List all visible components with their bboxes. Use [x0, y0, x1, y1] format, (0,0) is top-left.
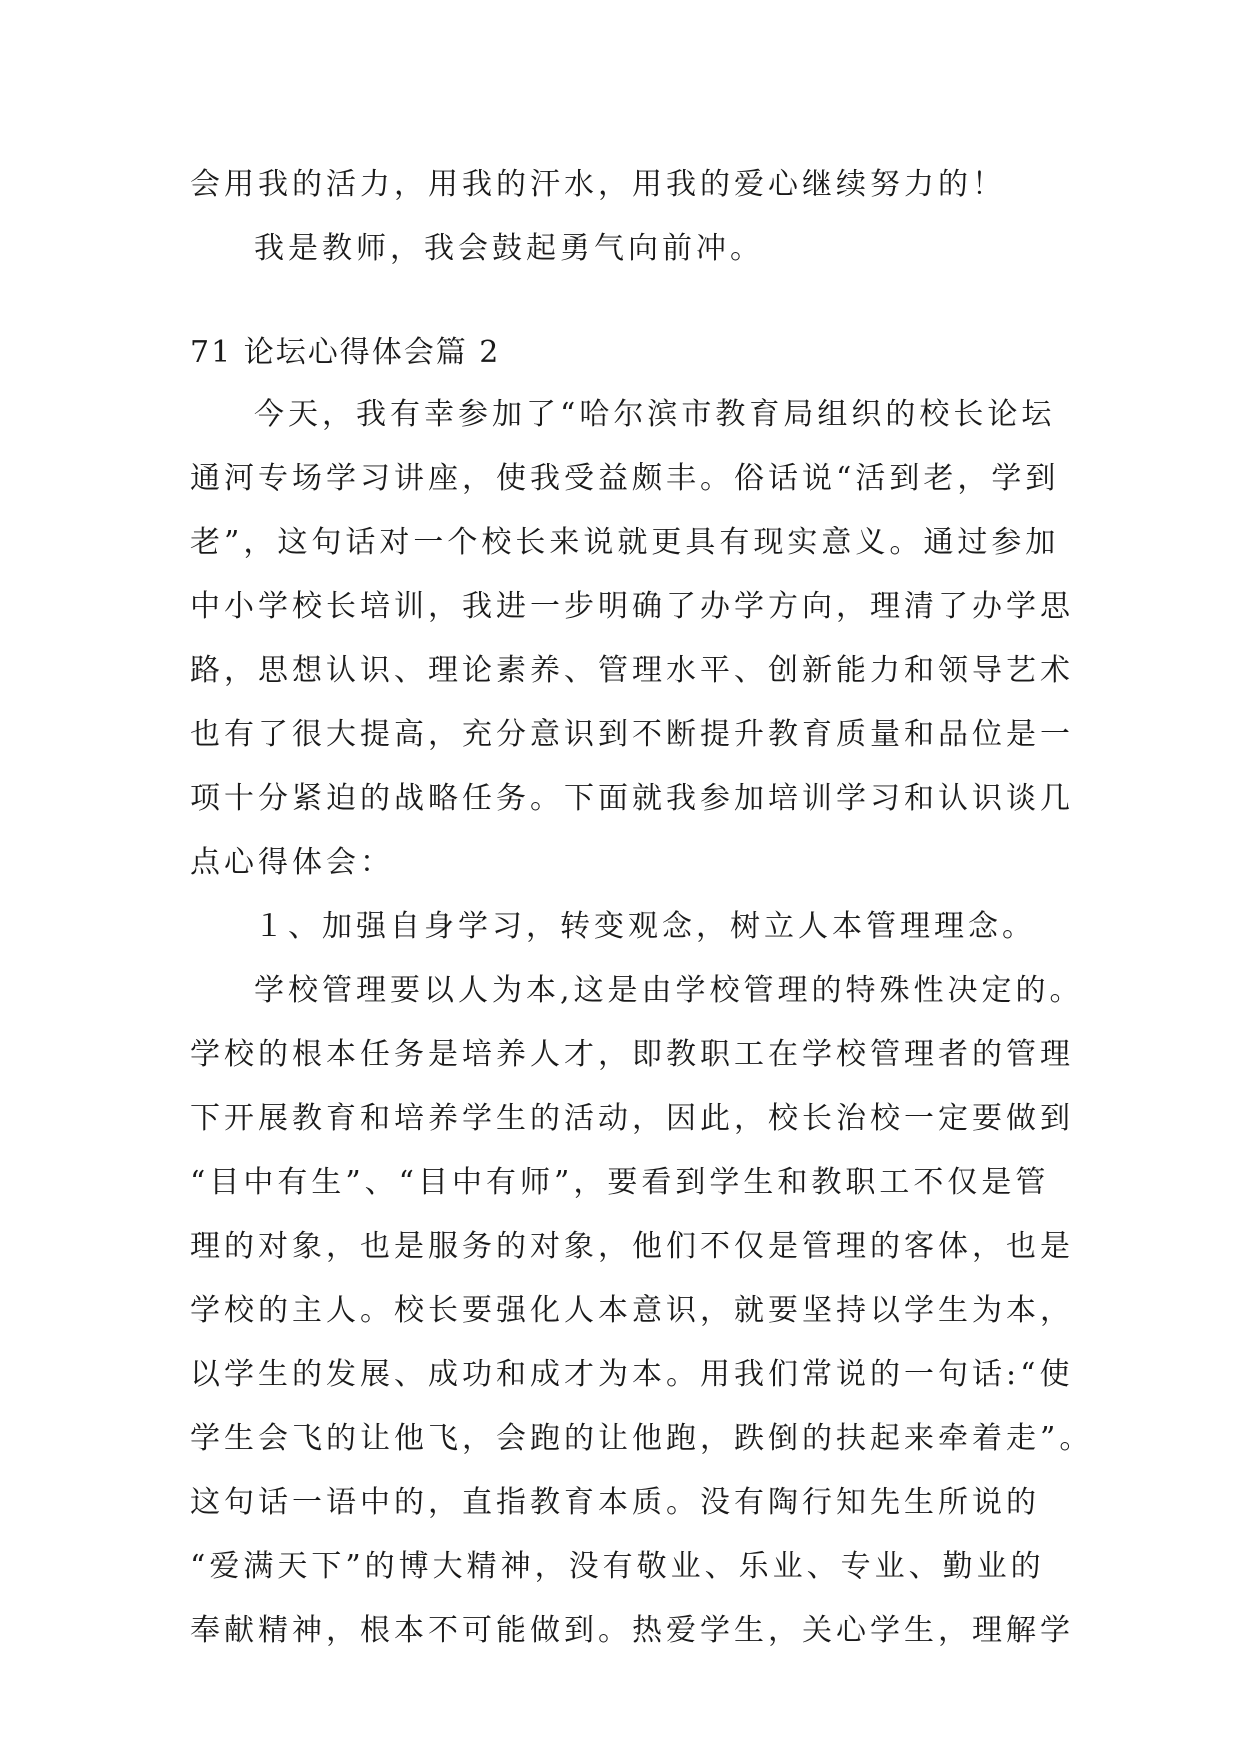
text-line: 学校管理要以人为本,这是由学校管理的特殊性决定的。 — [254, 973, 1084, 1008]
text-line: 理的对象，也是服务的对象，他们不仅是管理的客体，也是 — [190, 1229, 1074, 1264]
text-line: 中小学校长培训，我进一步明确了办学方向，理清了办学思 — [190, 589, 1074, 624]
text-line: 通河专场学习讲座，使我受益颇丰。俗话说“活到老，学到 — [190, 461, 1060, 496]
text-line: 奉献精神，根本不可能做到。热爱学生，关心学生，理解学 — [190, 1613, 1074, 1648]
list-item: １、加强自身学习，转变观念，树立人本管理理念。 — [254, 909, 1036, 944]
text-line: 也有了很大提高，充分意识到不断提升教育质量和品位是一 — [190, 717, 1074, 752]
text-line: 点心得体会： — [190, 845, 394, 880]
text-line: 这句话一语中的，直指教育本质。没有陶行知先生所说的 — [190, 1485, 1040, 1520]
text-line: 学校的根本任务是培养人才，即教职工在学校管理者的管理 — [190, 1037, 1074, 1072]
text-line: “目中有生”、“目中有师”，要看到学生和教职工不仅是管 — [190, 1165, 1050, 1200]
text-line: 老”，这句话对一个校长来说就更具有现实意义。通过参加 — [190, 525, 1060, 560]
text-line: 学校的主人。校长要强化人本意识，就要坚持以学生为本， — [190, 1293, 1074, 1328]
text-line: 今天，我有幸参加了“哈尔滨市教育局组织的校长论坛 — [254, 397, 1056, 432]
text-line: 路，思想认识、理论素养、管理水平、创新能力和领导艺术 — [190, 653, 1074, 688]
text-line: 学生会飞的让他飞，会跑的让他跑，跌倒的扶起来牵着走”。 — [190, 1421, 1094, 1456]
section-title: 71 论坛心得体会篇 2 — [190, 335, 501, 370]
text-line: 下开展教育和培养学生的活动，因此，校长治校一定要做到 — [190, 1101, 1074, 1136]
text-line: 以学生的发展、成功和成才为本。用我们常说的一句话:“使 — [190, 1357, 1074, 1392]
text-line: “爱满天下”的博大精神，没有敬业、乐业、专业、勤业的 — [190, 1549, 1045, 1584]
text-line: 会用我的活力，用我的汗水，用我的爱心继续努力的！ — [190, 167, 1006, 202]
text-line: 项十分紧迫的战略任务。下面就我参加培训学习和认识谈几 — [190, 781, 1074, 816]
text-line: 我是教师，我会鼓起勇气向前冲。 — [254, 231, 764, 266]
